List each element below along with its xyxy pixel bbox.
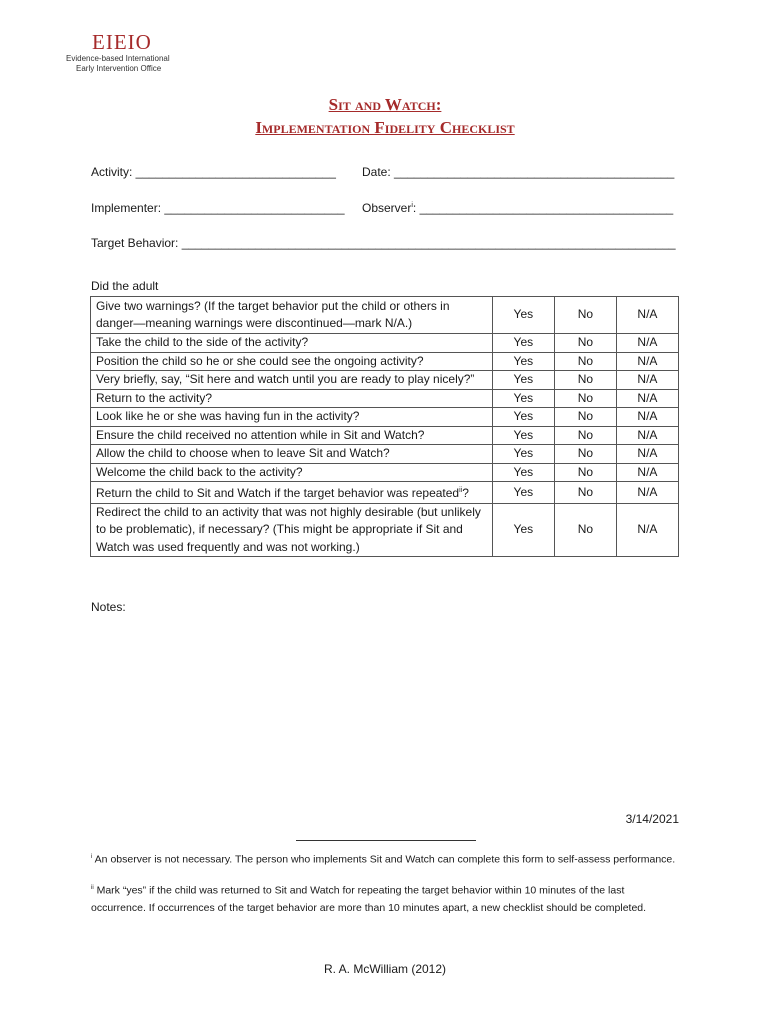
na-option[interactable]: N/A <box>616 389 678 408</box>
no-option[interactable]: No <box>554 482 616 504</box>
observer-field[interactable] <box>362 201 673 215</box>
checklist-row <box>91 463 679 482</box>
no-option[interactable]: No <box>554 408 616 427</box>
no-option[interactable]: No <box>554 426 616 445</box>
footnote-1-mark: i <box>91 854 93 860</box>
na-option[interactable]: N/A <box>616 334 678 353</box>
checklist-row <box>91 352 679 371</box>
date-stamp: 3/14/2021 <box>625 812 679 826</box>
footnote-2-text: Mark “yes” if the child was returned to Sit and Watch for repeating the target behavior within 10 minutes of the last occurrence. If occurrences of the target behavior are more than 10 minutes apart, a new checklist should be completed. <box>91 884 647 914</box>
checklist-item: Allow the child to choose when to leave Sit and Watch? <box>91 445 493 464</box>
checklist-item <box>91 482 493 504</box>
no-option[interactable]: No <box>554 445 616 464</box>
target-behavior-field[interactable]: Target Behavior: __________________________________________________________________________ <box>91 236 676 250</box>
no-option[interactable]: No <box>554 371 616 390</box>
checklist-item: Take the child to the side of the activity? <box>91 334 493 353</box>
footnote-divider <box>296 840 476 841</box>
na-option[interactable]: N/A <box>616 445 678 464</box>
eieio-logo <box>66 30 206 74</box>
checklist-item: Position the child so he or she could see the ongoing activity? <box>91 352 493 371</box>
checklist-item: Look like he or she was having fun in the activity? <box>91 408 493 427</box>
logo-subtitle-line2: Early Intervention Office <box>76 64 162 73</box>
no-option[interactable]: No <box>554 503 616 557</box>
checklist-row <box>91 503 679 557</box>
checklist-item: Give two warnings? (If the target behavior put the child or others in danger—meaning warnings were discontinued—mark N/A.) <box>91 297 493 334</box>
footnote-1 <box>91 849 676 869</box>
no-option[interactable]: No <box>554 463 616 482</box>
checklist-item-text: Return the child to Sit and Watch if the target behavior was repeated <box>96 486 460 500</box>
no-option[interactable]: No <box>554 352 616 371</box>
logo-title: EIEIO <box>92 30 152 54</box>
activity-field[interactable]: Activity: ______________________________ <box>91 165 336 179</box>
yes-option[interactable]: Yes <box>492 482 554 504</box>
yes-option[interactable]: Yes <box>492 503 554 557</box>
checklist-row <box>91 334 679 353</box>
checklist-item: Welcome the child back to the activity? <box>91 463 493 482</box>
na-option[interactable]: N/A <box>616 408 678 427</box>
date-field[interactable]: Date: __________________________________________ <box>362 165 675 179</box>
no-option[interactable]: No <box>554 389 616 408</box>
yes-option[interactable]: Yes <box>492 463 554 482</box>
fidelity-checklist-table <box>90 296 679 557</box>
na-option[interactable]: N/A <box>616 371 678 390</box>
author-credit: R. A. McWilliam (2012) <box>323 962 447 976</box>
checklist-intro: Did the adult <box>91 279 159 293</box>
checklist-row <box>91 408 679 427</box>
yes-option[interactable]: Yes <box>492 352 554 371</box>
observer-line: : ______________________________________ <box>412 201 674 215</box>
yes-option[interactable]: Yes <box>492 371 554 390</box>
checklist-row <box>91 389 679 408</box>
no-option[interactable]: No <box>554 334 616 353</box>
checklist-row <box>91 371 679 390</box>
na-option[interactable]: N/A <box>616 463 678 482</box>
na-option[interactable]: N/A <box>616 503 678 557</box>
observer-footnote-mark: i <box>411 202 413 209</box>
checklist-row <box>91 426 679 445</box>
checklist-item: Very briefly, say, “Sit here and watch until you are ready to play nicely?” <box>91 371 493 390</box>
yes-option[interactable]: Yes <box>492 389 554 408</box>
na-option[interactable]: N/A <box>616 297 678 334</box>
footnote-2 <box>91 880 676 917</box>
na-option[interactable]: N/A <box>616 426 678 445</box>
yes-option[interactable]: Yes <box>492 408 554 427</box>
observer-label: Observer <box>362 201 412 215</box>
notes-label: Notes: <box>91 600 126 614</box>
na-option[interactable]: N/A <box>616 482 678 504</box>
page-title-line2: Implementation Fidelity Checklist <box>255 118 515 137</box>
footnote-mark: ii <box>459 487 463 494</box>
no-option[interactable]: No <box>554 297 616 334</box>
checklist-item-end: ? <box>462 486 469 500</box>
page-title-line1: Sit and Watch: <box>328 95 442 114</box>
logo-subtitle-line1: Evidence-based International <box>66 54 170 63</box>
yes-option[interactable]: Yes <box>492 445 554 464</box>
checklist-item: Redirect the child to an activity that was not highly desirable (but unlikely to be problematic), if necessary? (This might be appropriate if Sit and Watch was used frequently and was not working.) <box>91 503 493 557</box>
na-option[interactable]: N/A <box>616 352 678 371</box>
yes-option[interactable]: Yes <box>492 297 554 334</box>
checklist-row <box>91 445 679 464</box>
yes-option[interactable]: Yes <box>492 426 554 445</box>
checklist-item: Return to the activity? <box>91 389 493 408</box>
implementer-field[interactable]: Implementer: ___________________________ <box>91 201 345 215</box>
checklist-item: Ensure the child received no attention while in Sit and Watch? <box>91 426 493 445</box>
checklist-row <box>91 297 679 334</box>
checklist-row <box>91 482 679 504</box>
footnote-2-mark: ii <box>91 885 94 891</box>
footnote-1-text: An observer is not necessary. The person who implements Sit and Watch can complete this form to self-assess performance. <box>92 853 676 866</box>
yes-option[interactable]: Yes <box>492 334 554 353</box>
